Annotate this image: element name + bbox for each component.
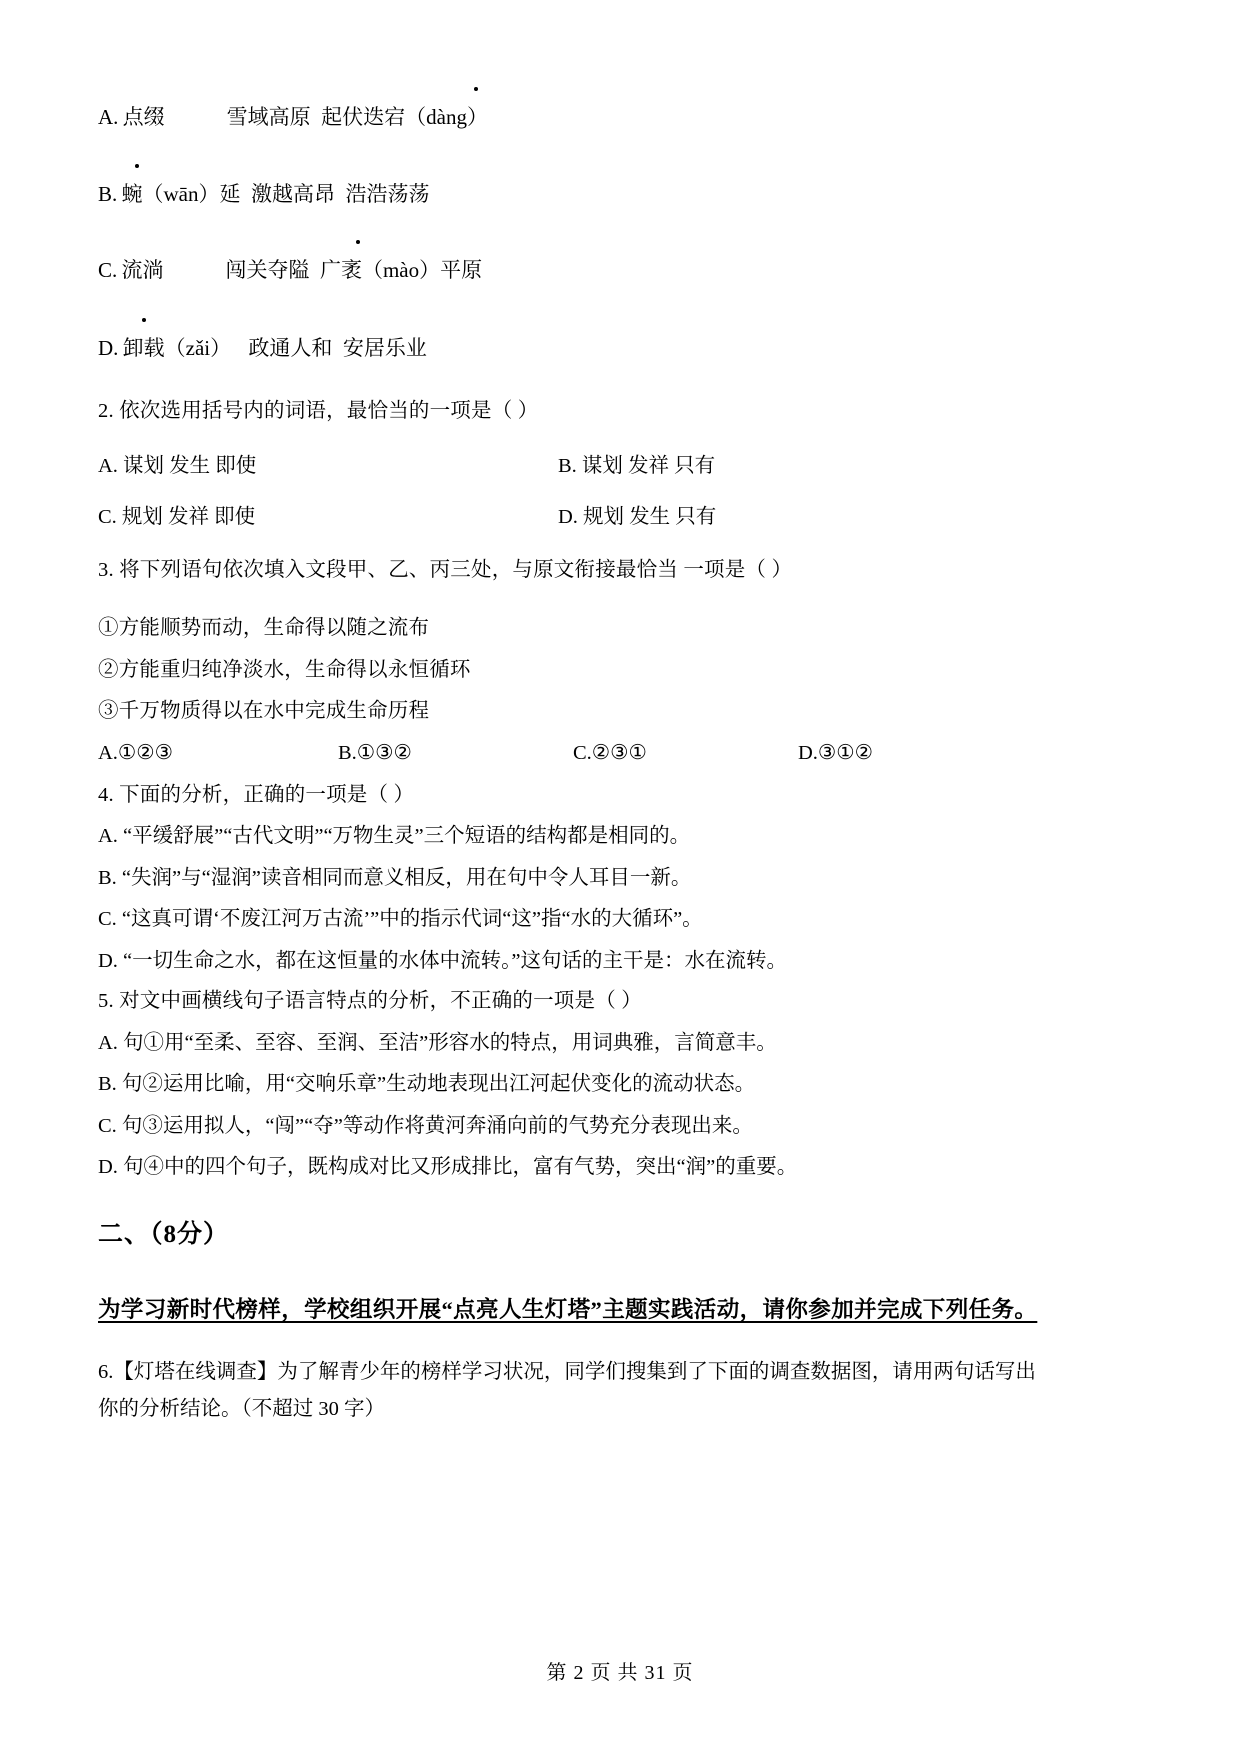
q2-options-row-2: [98, 499, 1108, 529]
q3-stem: 3. 将下列语句依次填入文段甲、乙、丙三处，与原文衔接最恰当 一项是（ ）: [98, 558, 793, 581]
q3-item-3: ③千万物质得以在水中完成生命历程: [98, 700, 430, 722]
q2-option-a[interactable]: A. 谋划 发生 即使: [98, 454, 257, 477]
section-2-task-statement: 为学习新时代榜样，学校组织开展“点亮人生灯塔”主题实践活动，请你参加并完成下列任务。: [98, 1296, 1038, 1322]
q6-block: [98, 1354, 1108, 1430]
emphasis-dot: [356, 240, 360, 244]
emphasis-dot: [135, 164, 139, 168]
q3-option-d[interactable]: D.③①②: [798, 741, 874, 764]
q4-option-b[interactable]: B. “失润”与“湿润”读音相同而意义相反，用在句中令人耳目一新。: [98, 866, 692, 889]
q1-option-b-text: B. 蜿（wān）延 激越高昂 浩浩荡荡: [98, 182, 430, 206]
q2-option-c[interactable]: C. 规划 发祥 即使: [98, 505, 256, 528]
page-content: [98, 0, 1108, 1429]
q4-stem: 4. 下面的分析，正确的一项是（ ）: [98, 783, 415, 806]
q2-stem: 2. 依次选用括号内的词语，最恰当的一项是（ ）: [98, 400, 539, 422]
q1-option-c-text: C. 流淌 闯关夺隘 广袤（mào）平原: [98, 258, 483, 282]
q2-options-row-1: [98, 448, 1108, 478]
q3-item-2: ②方能重归纯净淡水，生命得以永恒循环: [98, 658, 471, 681]
section-2-heading: 二、（8分）: [98, 1220, 230, 1248]
q5-option-c[interactable]: C. 句③运用拟人，“闯”“夺”等动作将黄河奔涌向前的气势充分表现出来。: [98, 1114, 753, 1137]
q3-options-row: [98, 740, 1108, 765]
q5-stem: 5. 对文中画横线句子语言特点的分析，不正确的一项是（ ）: [98, 990, 642, 1012]
q1-option-b[interactable]: [98, 178, 1108, 212]
emphasis-dot: [142, 318, 146, 322]
q1-option-a-text: A. 点缀 雪域高原 起伏迭宕（dàng）: [98, 105, 488, 129]
q2-option-d[interactable]: D. 规划 发生 只有: [558, 505, 717, 528]
q1-option-d-text: D. 卸载（zǎi） 政通人和 安居乐业: [98, 336, 427, 360]
q6-line-2: 你的分析结论。（不超过 30 字）: [98, 1398, 385, 1421]
q1-option-c[interactable]: [98, 254, 1108, 288]
page-footer: 第 2 页 共 31 页: [546, 1662, 694, 1684]
q4-option-a[interactable]: A. “平缓舒展”“古代文明”“万物生灵”三个短语的结构都是相同的。: [98, 825, 691, 847]
q6-line-1: 6.【灯塔在线调查】为了解青少年的榜样学习状况，同学们搜集到了下面的调查数据图，请用两句话写出: [98, 1360, 1036, 1383]
q5-option-d[interactable]: D. 句④中的四个句子，既构成对比又形成排比，富有气势，突出“润”的重要。: [98, 1156, 798, 1178]
q3-option-b[interactable]: B.①③②: [338, 741, 412, 764]
q3-item-1: ①方能顺势而动，生命得以随之流布: [98, 617, 430, 639]
q2-option-b[interactable]: B. 谋划 发祥 只有: [558, 454, 716, 477]
q1-option-d[interactable]: [98, 332, 1108, 366]
q3-option-a[interactable]: A.①②③: [98, 741, 174, 764]
q4-option-d[interactable]: D. “一切生命之水，都在这恒量的水体中流转。”这句话的主干是：水在流转。: [98, 949, 788, 972]
q5-option-b[interactable]: B. 句②运用比喻，用“交响乐章”生动地表现出江河起伏变化的流动状态。: [98, 1073, 756, 1095]
emphasis-dot: [474, 87, 478, 91]
q1-option-a[interactable]: [98, 101, 1108, 135]
q4-option-c[interactable]: C. “这真可谓‘不废江河万古流’”中的指示代词“这”指“水的大循环”。: [98, 908, 703, 930]
q3-option-c[interactable]: C.②③①: [573, 741, 647, 764]
q5-option-a[interactable]: A. 句①用“至柔、至容、至润、至洁”形容水的特点，用词典雅，言简意丰。: [98, 1031, 777, 1054]
